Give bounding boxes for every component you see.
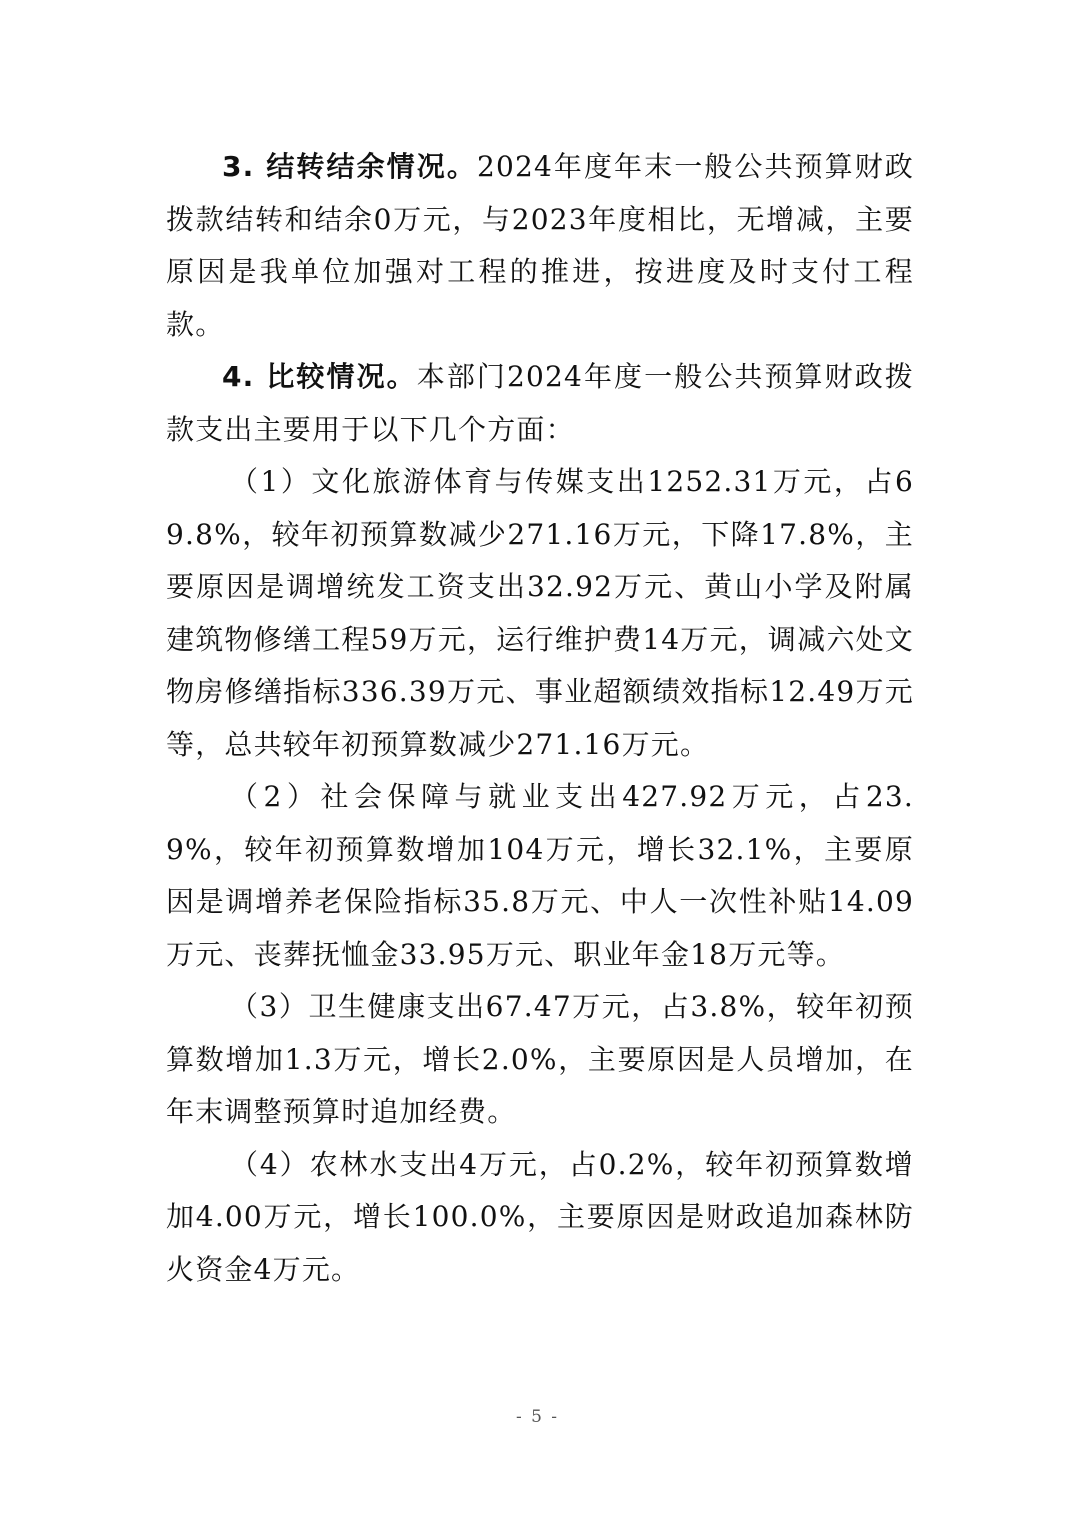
heading-comparison: 4. 比较情况。 — [222, 360, 417, 393]
list-item-health: （3）卫生健康支出67.47万元，占3.8%，较年初预算数增加1.3万元，增长2.0%，主要原因是人员增加，在年末调整预算时追加经费。 — [166, 990, 914, 1128]
document-body — [166, 141, 914, 1296]
list-item-agriculture: （4）农林水支出4万元，占0.2%，较年初预算数增加4.00万元，增长100.0%，主要原因是财政追加森林防火资金4万元。 — [166, 1147, 914, 1286]
list-item-social-security: （2）社会保障与就业支出427.92万元，占23.9%，较年初预算数增加104万元，增长32.1%，主要原因是调增养老保险指标35.8万元、中人一次性补贴14.09万元、丧葬抚恤金33.95万元、职业年金18万元等。 — [166, 780, 914, 971]
text-comparison: 本部门2024年度一般公共预算财政拨款支出主要用于以下几个方面： — [166, 360, 914, 446]
paragraph-carryover-balance — [166, 141, 914, 351]
heading-carryover-balance: 3. 结转结余情况。 — [222, 150, 477, 183]
page-number: - 5 - — [515, 1407, 560, 1427]
list-item-culture-tourism: （1）文化旅游体育与传媒支出1252.31万元，占69.8%，较年初预算数减少271.16万元，下降17.8%，主要原因是调增统发工资支出32.92万元、黄山小学及附属建筑物修缮工程59万元，运行维护费14万元，调减六处文物房修缮指标336.39万元、事业超额绩效指标12.49万元等，总共较年初预算数减少271.16万元。 — [166, 465, 914, 761]
text-carryover-balance: 2024年度年末一般公共预算财政拨款结转和结余0万元，与2023年度相比，无增减，主要原因是我单位加强对工程的推进，按进度及时支付工程款。 — [166, 150, 914, 341]
paragraph-comparison — [166, 351, 914, 456]
